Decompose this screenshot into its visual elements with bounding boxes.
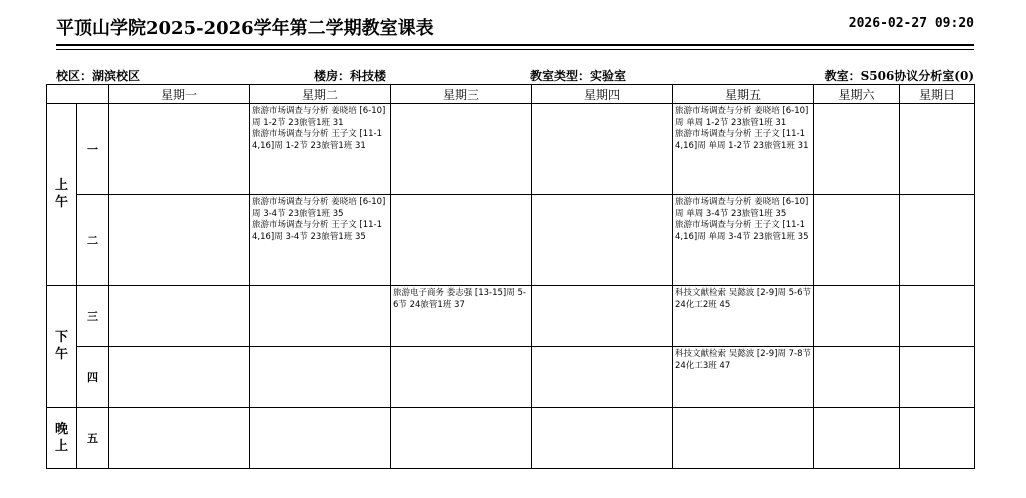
cell-s1-sun bbox=[900, 104, 975, 195]
session-label-1: 一 bbox=[77, 104, 109, 195]
room-info-bar bbox=[56, 67, 974, 83]
cell-s2-fri[interactable] bbox=[673, 195, 814, 286]
day-header-sun: 星期日 bbox=[900, 85, 975, 104]
course-entry: 旅游市场调查与分析 姜晓培 [6-10]周 单周 3-4节 23旅管1班 35 bbox=[675, 197, 809, 219]
course-entry: 旅游市场调查与分析 王子文 [11-14,16]周 单周 3-4节 23旅管1班 35 bbox=[675, 220, 809, 242]
course-entry: 旅游电子商务 娄志强 [13-15]周 5-6节 24旅管1班 37 bbox=[393, 288, 526, 310]
cell-s3-sat bbox=[814, 286, 900, 347]
period-morning bbox=[47, 104, 77, 286]
cell-s4-sun bbox=[900, 347, 975, 408]
cell-s1-mon bbox=[109, 104, 250, 195]
cell-s3-sun bbox=[900, 286, 975, 347]
course-entry: 旅游市场调查与分析 王子文 [11-14,16]周 1-2节 23旅管1班 31 bbox=[252, 129, 383, 151]
course-entry: 科技文献检索 吴懿波 [2-9]周 5-6节 24化工2班 45 bbox=[675, 288, 812, 310]
cell-s5-sat bbox=[814, 408, 900, 469]
cell-s5-thu bbox=[532, 408, 673, 469]
corner-cell bbox=[47, 85, 109, 104]
session-row-5 bbox=[47, 408, 975, 469]
cell-s4-thu bbox=[532, 347, 673, 408]
cell-s1-thu bbox=[532, 104, 673, 195]
session-row-1 bbox=[47, 104, 975, 195]
cell-s4-fri[interactable] bbox=[673, 347, 814, 408]
cell-s2-thu bbox=[532, 195, 673, 286]
cell-s3-mon bbox=[109, 286, 250, 347]
building-label: 楼房：科技楼 bbox=[314, 69, 387, 83]
course-entry: 旅游市场调查与分析 姜晓培 [6-10]周 单周 1-2节 23旅管1班 31 bbox=[675, 106, 809, 128]
session-label-3: 三 bbox=[77, 286, 109, 347]
course-entry: 旅游市场调查与分析 王子文 [11-14,16]周 3-4节 23旅管1班 35 bbox=[252, 220, 383, 242]
timetable bbox=[46, 84, 975, 469]
cell-s3-thu bbox=[532, 286, 673, 347]
day-header-tue: 星期二 bbox=[250, 85, 391, 104]
cell-s1-tue[interactable] bbox=[250, 104, 391, 195]
cell-s4-tue bbox=[250, 347, 391, 408]
cell-s4-mon bbox=[109, 347, 250, 408]
session-label-2: 二 bbox=[77, 195, 109, 286]
cell-s1-wed bbox=[391, 104, 532, 195]
day-header-wed: 星期三 bbox=[391, 85, 532, 104]
header-rule-thin bbox=[56, 49, 974, 50]
room-type-label: 教室类型：实验室 bbox=[530, 69, 627, 83]
period-afternoon-label: 下午 bbox=[54, 330, 68, 362]
course-entry: 科技文献检索 吴懿波 [2-9]周 7-8节 24化工3班 47 bbox=[675, 349, 812, 371]
session-label-4: 四 bbox=[77, 347, 109, 408]
campus-label: 校区：湖滨校区 bbox=[56, 69, 141, 83]
period-evening-label: 晚上 bbox=[54, 421, 68, 454]
cell-s4-wed bbox=[391, 347, 532, 408]
session-label-5: 五 bbox=[77, 408, 109, 469]
course-entry: 旅游市场调查与分析 姜晓培 [6-10]周 1-2节 23旅管1班 31 bbox=[252, 106, 386, 128]
cell-s2-sat bbox=[814, 195, 900, 286]
day-header-sat: 星期六 bbox=[814, 85, 900, 104]
day-header-fri: 星期五 bbox=[673, 85, 814, 104]
header-rule-thick bbox=[56, 44, 974, 46]
cell-s5-wed bbox=[391, 408, 532, 469]
cell-s5-sun bbox=[900, 408, 975, 469]
course-entry: 旅游市场调查与分析 姜晓培 [6-10]周 3-4节 23旅管1班 35 bbox=[252, 197, 386, 219]
course-entry: 旅游市场调查与分析 王子文 [11-14,16]周 单周 1-2节 23旅管1班 31 bbox=[675, 129, 809, 151]
cell-s3-tue bbox=[250, 286, 391, 347]
cell-s2-sun bbox=[900, 195, 975, 286]
cell-s5-tue bbox=[250, 408, 391, 469]
day-header-row bbox=[47, 85, 975, 104]
cell-s2-tue[interactable] bbox=[250, 195, 391, 286]
page-header bbox=[56, 10, 974, 40]
cell-s1-fri[interactable] bbox=[673, 104, 814, 195]
period-morning-label: 上午 bbox=[54, 178, 68, 210]
print-datetime: 2026-02-27 09:20 bbox=[848, 16, 974, 31]
cell-s1-sat bbox=[814, 104, 900, 195]
cell-s2-wed bbox=[391, 195, 532, 286]
cell-s5-mon bbox=[109, 408, 250, 469]
period-evening bbox=[47, 408, 77, 469]
cell-s4-sat bbox=[814, 347, 900, 408]
room-label: 教室：S506协议分析室(0) bbox=[824, 69, 974, 83]
day-header-mon: 星期一 bbox=[109, 85, 250, 104]
session-row-2 bbox=[47, 195, 975, 286]
cell-s3-fri[interactable] bbox=[673, 286, 814, 347]
day-header-thu: 星期四 bbox=[532, 85, 673, 104]
cell-s3-wed[interactable] bbox=[391, 286, 532, 347]
cell-s2-mon bbox=[109, 195, 250, 286]
page-title: 平顶山学院2025-2026学年第二学期教室课表 bbox=[56, 18, 434, 39]
session-row-4 bbox=[47, 347, 975, 408]
cell-s5-fri bbox=[673, 408, 814, 469]
period-afternoon bbox=[47, 286, 77, 408]
session-row-3 bbox=[47, 286, 975, 347]
